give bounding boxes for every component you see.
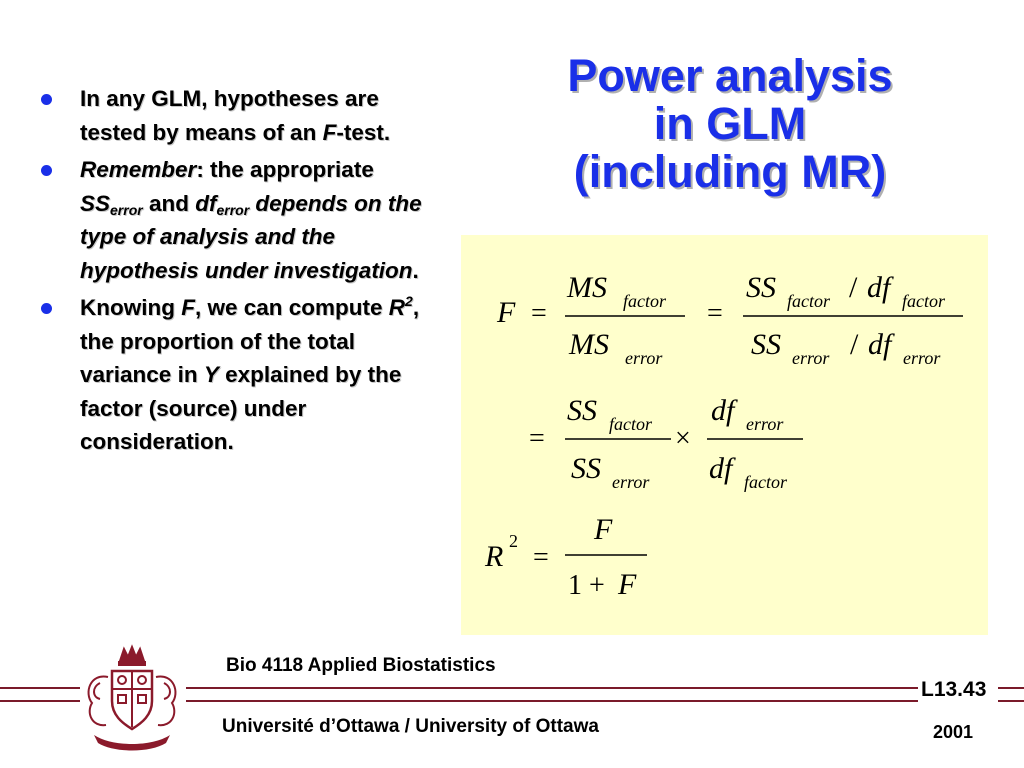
bullet-ss: SS (80, 190, 111, 216)
course-title: Bio 4118 Applied Biostatistics (226, 655, 496, 676)
bullet-remember: Remember (80, 157, 197, 182)
slide-title (520, 52, 940, 196)
eq-ms: MS (569, 328, 609, 361)
bullet-text: -test. (336, 119, 391, 145)
bullet-item-f-test (40, 82, 440, 149)
eq-sub-error: error (746, 414, 784, 434)
eq-sub-factor: factor (902, 291, 945, 311)
eq-sub-factor: factor (787, 291, 830, 311)
footer-rule-right-bottom (998, 700, 1024, 702)
eq-df: df (711, 394, 735, 427)
eq-sub-factor: factor (609, 414, 652, 434)
bullet-df-sub: error (216, 201, 250, 218)
round-bullet-icon (41, 303, 52, 314)
eq-sub-factor: factor (623, 291, 666, 311)
bullet-r: R (388, 295, 406, 320)
bullet-item-knowing-f (40, 291, 440, 459)
bullet-text-italic: depends on the type of analysis and the hypothesis under investigation (80, 190, 422, 283)
bullet-text: . (412, 257, 419, 283)
slide-title-line-1: Power analysis (567, 50, 893, 101)
bullet-r-sup: 2 (405, 293, 413, 309)
footer-rule-right-top (998, 687, 1024, 689)
eq-f: F (594, 513, 613, 546)
eq-sub-error: error (792, 348, 830, 368)
footer-rule-left-top (0, 687, 80, 689)
bullet-italic-f: F (181, 295, 195, 320)
slide-title-line-3: (including MR) (573, 146, 887, 197)
eq-ss: SS (567, 394, 597, 427)
bullet-df: df (195, 190, 217, 216)
eq-df: df (868, 328, 892, 361)
footer-rule-mid-bottom (186, 700, 918, 702)
bullet-text: explained by the factor (source) under consideration. (80, 362, 402, 454)
eq-sub-factor: factor (744, 472, 787, 492)
eq-df: df (709, 452, 733, 485)
footer-rule-mid-top (186, 687, 918, 689)
bullet-text: : the appropriate (196, 157, 374, 182)
round-bullet-icon (41, 165, 52, 176)
eq-sub-error: error (612, 472, 650, 492)
bullet-italic-f: F (322, 119, 337, 145)
equation-svg (461, 235, 988, 635)
bullet-item-remember (40, 153, 440, 287)
bullet-text: In any GLM, hypotheses are tested by means of an (80, 86, 379, 145)
bullet-text: , the proportion of the total variance in (80, 295, 420, 387)
eq-r-sup: 2 (509, 531, 518, 551)
eq-f: F (618, 568, 637, 601)
footer-rule-left-bottom (0, 700, 80, 702)
eq-equals: = (529, 423, 545, 454)
eq-equals: = (707, 298, 723, 329)
eq-equals: = (533, 542, 549, 573)
bullet-text: Knowing (80, 295, 182, 320)
university-of-ottawa-crest-icon (78, 643, 186, 753)
eq-equals: = (531, 298, 547, 329)
eq-sub-error: error (625, 348, 663, 368)
bullet-italic-y: Y (203, 362, 219, 387)
eq-ss: SS (571, 452, 601, 485)
university-name: Université d’Ottawa / University of Ottawa (222, 716, 599, 737)
slide-title-line-2: in GLM (653, 98, 807, 149)
bullet-ss-sub: error (110, 201, 143, 218)
round-bullet-icon (41, 94, 52, 105)
bullet-text: , we can compute (194, 295, 389, 320)
year-label: 2001 (933, 722, 974, 742)
bullet-text: and (142, 190, 196, 216)
eq-ms: MS (567, 271, 607, 304)
eq-one-plus: 1 + (568, 570, 605, 601)
eq-slash: / (849, 271, 858, 304)
eq-times: × (675, 423, 691, 454)
eq-f: F (497, 296, 516, 329)
equation-box (461, 235, 988, 635)
eq-ss: SS (751, 328, 781, 361)
eq-df: df (867, 271, 891, 304)
eq-r: R (485, 540, 504, 573)
eq-ss: SS (746, 271, 776, 304)
bullet-list (40, 82, 440, 463)
eq-sub-error: error (903, 348, 941, 368)
eq-slash: / (850, 328, 859, 361)
slide-number: L13.43 (921, 678, 987, 701)
